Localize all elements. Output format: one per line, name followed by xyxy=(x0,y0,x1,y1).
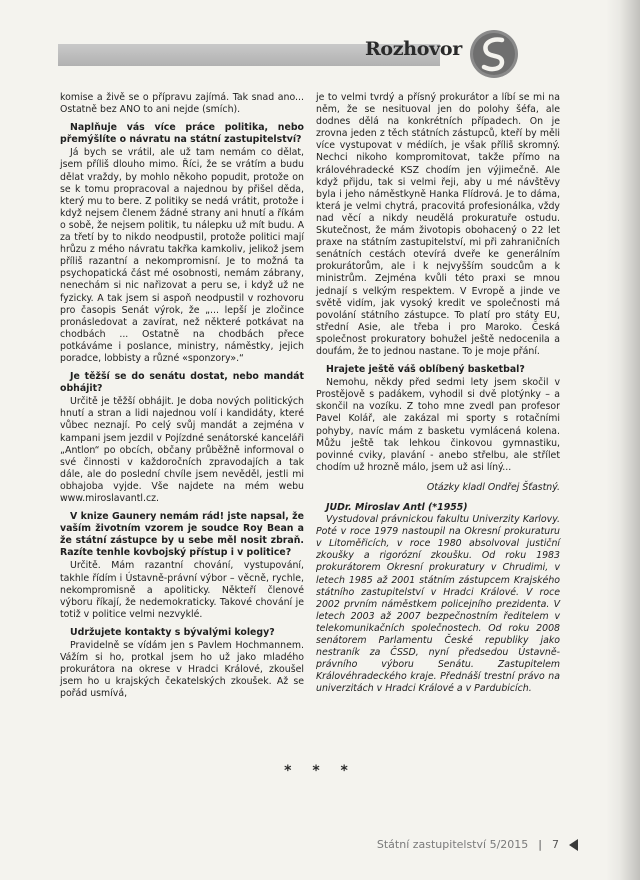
paragraph: je to velmi tvrdý a přísný prokurátor a líbí se mi na něm, že se nesituoval jen do polohy šéfa, ale dodnes dělá na konkrétních případech. On je zrovna jeden z těch státních zástupců, kteří by měli více vystupovat v médiích, je však příliš skromný. Nechci nikoho kompromitovat, takže přímo na královéhradecké KSZ chodím jen výjimečně. Ale když přijdu, tak si velmi řeji, aby u mé návštěvy byla i jeho náměstkyně Hanka Flídrová. Je to dáma, která je velmi chytrá, pracovitá profesionálka, vždy nad věcí a nikdy neudělá prokuratuře ostudu. Skutečnost, že mám životopis obohacený o 22 let praxe na státním zastupitelství, mi při zahraničních senátních cestách otevírá dveře ke generálním prokurátorům, ale i k nejvyšším soudcům a k ministrům. Zejména kvůli této praxi se mnou jednají s velkým respektem. V Evropě a jinde ve světě vidím, jak vysoký kredit ve společnosti má povolání státního zástupce. To platí pro státy EU, střední Asie, ale třeba i pro Maroko. Česká společnost prokuratory bohužel ještě nedocenila a doufám, že to jednou nastane. To je moje přání. xyxy=(316,92,560,357)
bio-heading: JUDr. Miroslav Antl (*1955) xyxy=(326,502,468,513)
bio-text: Vystudoval právnickou fakultu Univerzity Karlovy. Poté v roce 1979 nastoupil na Okresní prokuraturu v Litoměřicích, v roce 1980 absolvoval justiční zkoušky a rigorózní zkoušku. Od roku 1983 prokurátorem Okresní prokuratury v Chrudimi, v letech 1985 až 2001 státním zástupcem Krajského státního zastupitelství v Hradci Králové. V roce 2002 prvním náměstkem policejního prezidenta. V letech 2003 až 2007 bezpečnostním ředitelem v telekomunikačních společnostech. Od roku 2008 senátorem Parlamentu České republiky jako nestraník za ČSSD, nyní předsedou Ústavně-právního výboru Senátu. Zastupitelem Královéhradeckého kraje. Přednáší trestní právo na univerzitách v Hradci Králové a v Pardubicích. xyxy=(316,514,560,695)
footer-divider: | xyxy=(538,838,542,851)
author-signature: Otázky kladl Ondřej Šťastný. xyxy=(426,481,560,493)
question: Hrajete ještě váš oblíbený basketbal? xyxy=(326,364,525,376)
question: Naplňuje vás více práce politika, nebo přemýšlíte o návratu na státní zastupitelství? xyxy=(60,122,304,146)
page-edge-shadow xyxy=(606,0,640,880)
left-column xyxy=(60,92,304,701)
page-number: 7 xyxy=(552,838,559,851)
answer: Určitě. Mám razantní chování, vystupování, takhle řídím i Ústavně-právní výbor – věcně, rychle, nekompromisně a apoliticky. Někteří členové výboru říkají, že nedemokraticky. Takové chování je totiž v politice velmi nezvyklé. xyxy=(60,560,304,620)
question: Je těžší se do senátu dostat, nebo mandát obhájit? xyxy=(60,371,304,395)
answer: Nemohu, někdy před sedmi lety jsem skočil v Prostějově s padákem, vyhodil si dvě plotýnky – a skončil na vozíku. Z toho mne zvedl pan profesor Pavel Kolář, ale zakázal mi sporty s rotačními pohyby, navíc mám z basketu vymlácená kolena. Můžu ještě tak lehkou činkovou gymnastiku, povinné cviky, plavání - anebo střelbu, ale střílet chodím už hrozně málo, jsem už asi líný... xyxy=(316,377,560,473)
section-separator: * * * xyxy=(284,763,356,779)
answer: Pravidelně se vídám jen s Pavlem Hochmannem. Vážím si ho, protkal jsem ho už jako mladého prokurátora na okrese v Hradci Králové, zkoušel jsem ho u krajských čekatelských zkoušek. Až se pořád usmívá, xyxy=(60,640,304,700)
answer: Určitě je těžší obhájit. Je doba nových politických hnutí a stran a lidi najednou volí i kandidáty, které vůbec neznají. Po celý svůj mandát a zejména v kampani jsem jezdil v Pojízdné senátorské kanceláři „Antlon“ po obcích, občany průběžně informoval o své činnosti v každoročních zpravodajích a tak dále, ale do poslední chvíle jsem nevěděl, jestli mi obhajoba vyjde. Vše najdete na mém webu www.miroslavantl.cz. xyxy=(60,396,304,504)
right-column xyxy=(316,92,560,696)
question: Udržujete kontakty s bývalými kolegy? xyxy=(70,626,275,638)
section-title: Rozhovor xyxy=(364,38,462,60)
triangle-marker-icon xyxy=(569,839,578,851)
section-logo-icon xyxy=(468,28,520,80)
paragraph: komise a živě se o přípravu zajímá. Tak snad ano... Ostatně bez ANO to ani nejde (smích). xyxy=(60,92,304,116)
question: V knize Gaunery nemám rád! jste napsal, že vaším životním vzorem je soudce Roy Bean a že státní zástupce by u sebe měl nosit zbraň. Razíte tenhle kovbojský přístup i v politice? xyxy=(60,511,304,559)
page-footer xyxy=(377,838,578,851)
publication-name: Státní zastupitelství 5/2015 xyxy=(376,838,529,851)
answer: Já bych se vrátil, ale už tam nemám co dělat, jsem příliš dlouho mimo. Říci, že se vrátím a budu dělat vraždy, by mohlo někoho popudit, protože on se k tomu propracoval a najednou by přišel děda, který mu to bere. Z politiky se nedá vrátit, protože i když nejsem členem žádné strany ani hnutí a říkám o sobě, že nejsem politik, tu nálepku už mít budu. A za třetí by to nikdo neodpustil, protože politici mají hrůzu z mého návratu takřka kamkoliv, jelikož jsem příliš razantní a nekompromisní. Je to možná ta psychopatická část mé osobnosti, nemám zábrany, nenechám si nic nařizovat a peru se, i když už ne fyzicky. A tak jsem si aspoň neodpustil v rozhovoru pro časopis Senát výrok, že „... lepší je zločince pronásledovat a zavírat, než některé potkávat na chodbách ... Ostatně na chodbách přece potkáváme i poslance, ministry, náměstky, jejich poradce, lobbisty a různé «sponzory».“ xyxy=(60,147,304,364)
